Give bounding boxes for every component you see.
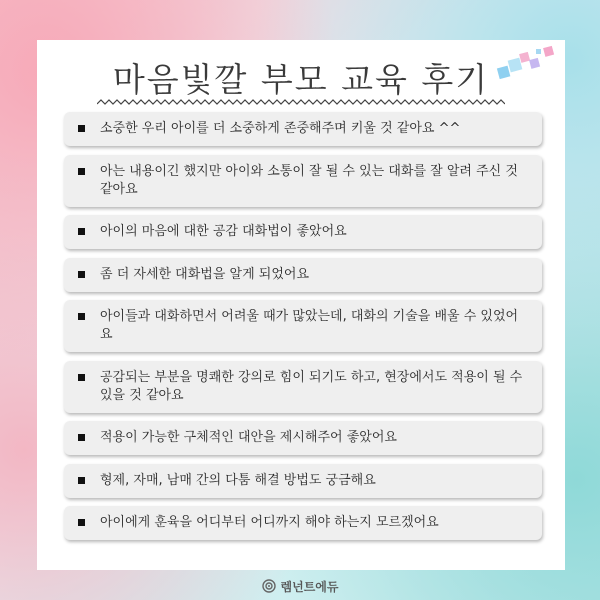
list-item (64, 258, 542, 292)
list-item (64, 155, 542, 207)
list-item (64, 361, 542, 413)
square-bullet-icon (78, 313, 85, 320)
review-text: 좀 더 자세한 대화법을 알게 되었어요 (100, 266, 310, 282)
square-bullet-icon (78, 271, 85, 278)
spiral-logo-icon (262, 579, 276, 593)
review-card (37, 40, 565, 570)
list-item (64, 506, 542, 540)
list-item (64, 215, 542, 249)
page-title: 마음빛깔 부모 교육 후기 (112, 60, 490, 99)
review-text: 공감되는 부분을 명쾌한 강의로 힘이 되기도 하고, 현장에서도 적용이 될 수 있을 것 같아요 (100, 369, 523, 403)
brand-name: 렘넌트에듀 (280, 579, 339, 594)
square-bullet-icon (78, 374, 85, 381)
square-bullet-icon (78, 519, 85, 526)
list-item (64, 464, 542, 498)
cube-decoration-icon (492, 43, 562, 83)
square-bullet-icon (78, 168, 85, 175)
list-item (64, 112, 542, 146)
brand-footer (0, 576, 600, 596)
review-text: 아이에게 훈육을 어디부터 어디까지 해야 하는지 모르겠어요 (100, 515, 439, 530)
square-bullet-icon (78, 477, 85, 484)
review-list (64, 112, 542, 549)
review-text: 아이들과 대화하면서 어려울 때가 많았는데, 대화의 기술을 배울 수 있었어요 (100, 309, 519, 342)
review-text: 소중한 우리 아이를 더 소중하게 존중해주며 키울 것 같아요 ^^ (100, 121, 461, 136)
review-text: 형제, 자매, 남매 간의 다툼 해결 방법도 궁금해요 (100, 472, 376, 488)
list-item (64, 421, 542, 455)
square-bullet-icon (78, 434, 85, 441)
list-item (64, 300, 542, 352)
square-bullet-icon (78, 228, 85, 235)
zigzag-divider (97, 98, 505, 106)
review-text: 아는 내용이긴 했지만 아이와 소통이 잘 될 수 있는 대화를 잘 알려 주신 것 같아요 (100, 163, 518, 197)
review-text: 적용이 가능한 구체적인 대안을 제시해주어 좋았어요 (100, 430, 397, 445)
review-text: 아이의 마음에 대한 공감 대화법이 좋았어요 (100, 224, 347, 239)
square-bullet-icon (78, 125, 85, 132)
